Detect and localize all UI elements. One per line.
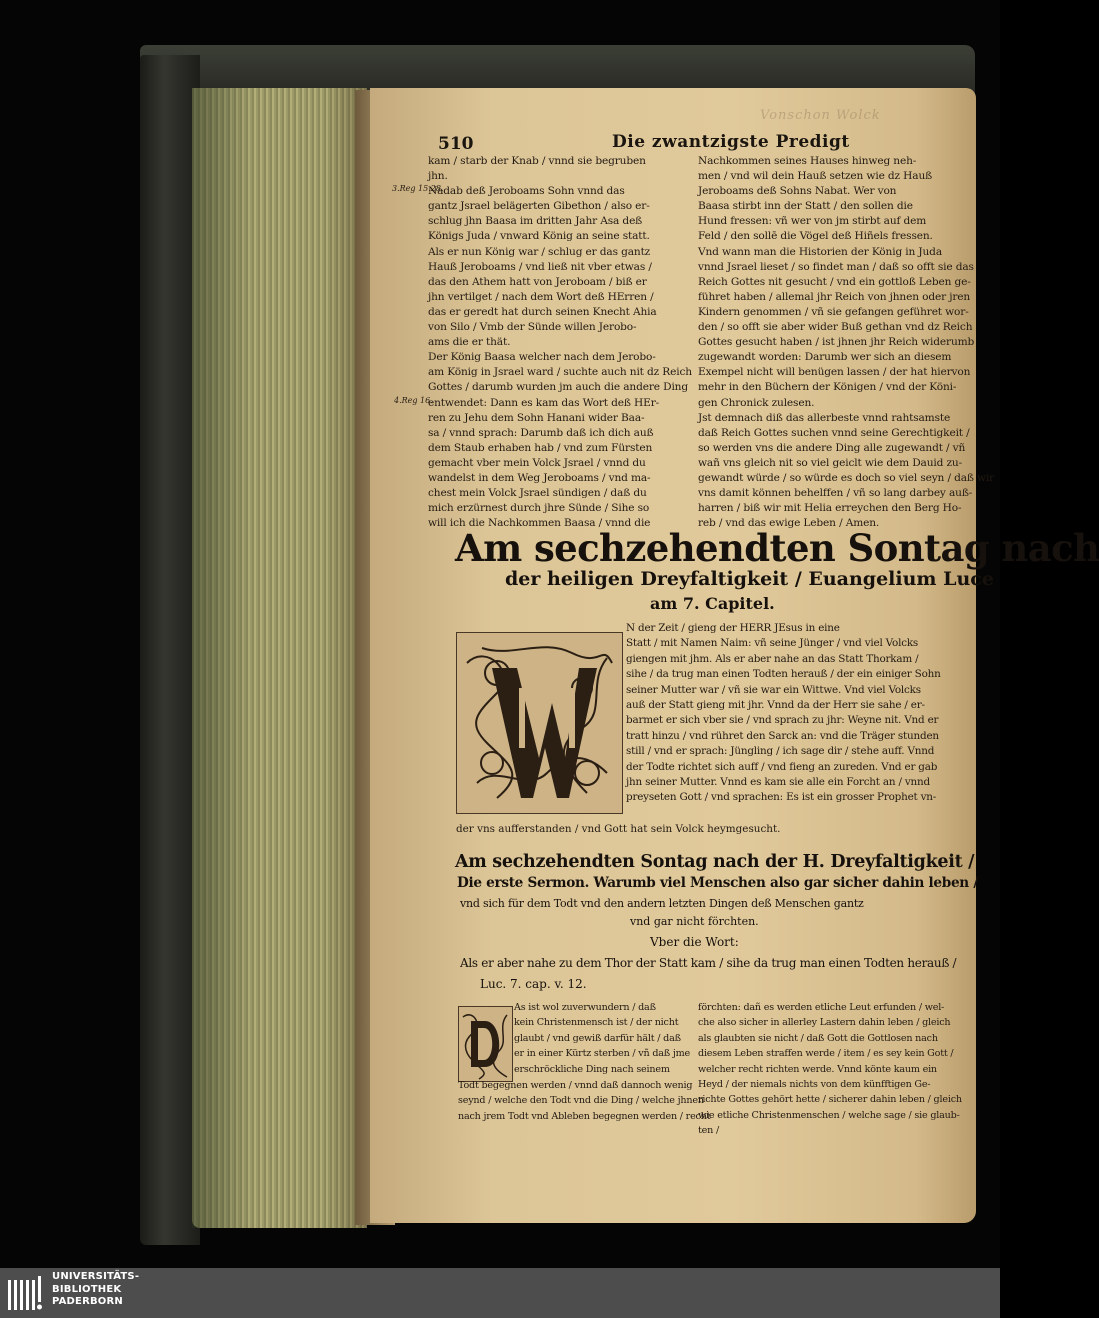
sermon-line: diesem Leben straffen werde / item / es sey kein Gott / [698,1048,954,1060]
ornamental-initial-d-icon [458,1006,513,1082]
sermon-line: welcher recht richten werde. Vnnd könte kaum ein [698,1063,937,1075]
gospel-line: auß der Statt gieng mit jhr. Vnnd da der Herr sie sahe / er- [626,699,925,712]
text-line: das den Athem hatt von Jeroboam / biß er [428,275,647,288]
section-subtitle: der heiligen Dreyfaltigkeit / Euangelium Luce [505,568,994,590]
text-line: führet haben / allemal jhr Reich von jhnen oder jren [698,290,971,303]
text-line: Reich Gottes nit gesucht / vnd ein gottloß Leben ge- [698,275,971,288]
sermon-line: Heyd / der niemals nichts von dem künfftigen Ge- [698,1079,931,1091]
text-line: men / vnd wil dein Hauß setzen wie dz Hauß [698,170,933,183]
gospel-line: barmet er sich vber sie / vnd sprach zu jhr: Weyne nit. Vnd er [626,714,939,727]
text-line: chest mein Volck Jsrael sündigen / daß du [428,487,647,500]
text-line: von Silo / Vmb der Sünde willen Jerobo- [428,321,637,334]
text-line: ren zu Jehu dem Sohn Hanani wider Baa- [428,411,645,424]
right-text-column [698,154,995,531]
gospel-tail-line: der vns aufferstanden / vnd Gott hat sein Volck heymgesucht. [456,823,781,835]
gospel-line: Statt / mit Namen Naim: vñ seine Jünger / vnd viel Volcks [626,637,919,650]
text-line: Hauß Jeroboams / vnd ließ nit vber etwas / [428,260,652,273]
margin-note-2: 4.Reg 16. [394,396,433,405]
bleed-through-text: Vonschon Wolck [760,108,881,123]
text-line: wañ vns gleich nit so viel geiclt wie dem Dauid zu- [698,456,962,469]
gospel-line: preyseten Gott / vnd sprachen: Es ist ein grosser Prophet vn- [626,791,937,804]
text-line: will ich die Nachkommen Baasa / vnnd die [428,517,651,530]
text-line: Jeroboams deß Sohns Nabat. Wer von [698,185,897,198]
page-number: 510 [438,134,474,154]
gospel-line: tratt hinzu / vnd rühret den Sarck an: vnd die Träger stunden [626,729,939,742]
gospel-text [626,621,946,806]
library-name [52,1271,139,1309]
text-line: Nachkommen seines Hauses hinweg neh- [698,155,917,167]
library-logo-icon [8,1276,46,1310]
sermon-text-intro: Vber die Wort: [650,935,739,949]
text-line: jhn. [428,170,448,183]
sermon-line: erschröckliche Ding nach seinem [514,1063,670,1075]
text-line: Gottes / darumb wurden jm auch die andere Ding [428,381,688,394]
text-line: gewandt würde / so würde es doch so viel seyn / daß wir [698,471,995,484]
section-title: Am sechzehendten Sontag nach [455,526,1099,570]
text-line: den / so offt sie aber wider Buß gethan vnd dz Reich [698,321,973,334]
library-footer [0,1268,1000,1318]
page-edges-shade [192,88,367,1228]
margin-note-1: 3.Reg 15.28. [392,184,444,193]
text-line: dem Staub erhaben hab / vnd zum Fürsten [428,441,653,454]
text-line: Jst demnach diß das allerbeste vnnd rahtsamste [698,411,951,424]
text-line: Baasa stirbt inn der Statt / den sollen die [698,200,913,213]
sermon-line: che also sicher in allerley Lastern dahin leben / gleich [698,1017,951,1029]
gospel-line: jhn seiner Mutter. Vnnd es kam sie alle ein Forcht an / vnnd [626,776,930,789]
text-line: gemacht vber mein Volck Jsrael / vnnd du [428,456,646,469]
text-line: wandelst in dem Weg Jeroboams / vnd ma- [428,471,651,484]
text-line: schlug jhn Baasa im dritten Jahr Asa deß [428,215,643,228]
text-line: Der König Baasa welcher nach dem Jerobo- [428,351,656,364]
text-line: Kindern genommen / vñ sie gefangen geführet wor- [698,305,969,318]
text-line: harren / biß wir mit Helia erreychen den Berg Ho- [698,502,962,515]
text-line: Hund fressen: vñ wer von jm stirbt auf dem [698,215,927,228]
text-line: mich erzürnest durch jhre Sünde / Sihe so [428,502,650,515]
text-line: so werden vns die andere Ding alle zugewandt / vñ [698,441,966,454]
text-line: jhn vertilget / nach dem Wort deß HErren / [428,290,654,303]
sermon-line: seynd / welche den Todt vnd die Ding / welche jhnen [458,1095,704,1107]
text-line: vnnd Jsrael lieset / so findet man / daß so offt sie das [698,260,974,273]
sermon-line: er in einer Kürtz sterben / vñ daß jme [514,1048,691,1060]
sermon-subheading-end: vnd gar nicht förchten. [630,915,759,928]
library-name-line1: UNIVERSITÄTS- [52,1271,140,1282]
sermon-reference: Luc. 7. cap. v. 12. [480,977,587,991]
text-line: Gottes gesucht haben / ist jhnen jhr Reich widerumb [698,336,975,349]
text-line: zugewandt worden: Darumb wer sich an diesem [698,351,952,364]
sermon-line: richte Gottes gehört hette / sicherer dahin leben / gleich [698,1094,962,1106]
text-line: Als er nun König war / schlug er das gantz [428,245,651,258]
gospel-line: seiner Mutter war / vñ sie war ein Wittwe. Vnd viel Volcks [626,683,921,696]
text-line: reb / vnd das ewige Leben / Amen. [698,517,880,530]
text-line: Königs Juda / vnward König an seine statt. [428,230,650,243]
left-text-column [428,154,694,531]
library-name-line3: PADERBORN [52,1296,123,1307]
text-line: gantz Jsrael belägerten Gibethon / also er- [428,200,650,213]
running-head: Die zwantzigste Predigt [612,132,850,152]
gospel-line: sihe / da trug man einen Todten herauß / der ein einiger Sohn [626,668,941,681]
sermon-line: als glaubten sie nicht / daß Gott die Gottlosen nach [698,1032,938,1044]
sermon-line: nach jrem Todt vnd Ableben begegnen werden / recht [458,1110,711,1122]
sermon-line: wie etliche Christenmenschen / welche sage / sie glaub- [698,1109,960,1121]
text-line: Feld / den sollē die Vögel deß Hiñels fressen. [698,230,933,243]
sermon-right-column [698,1000,962,1139]
gospel-line: still / vnd er sprach: Jüngling / ich sage dir / stehe auff. Vnnd [626,745,935,758]
text-line: mehr in den Büchern der Königen / vnd der Köni- [698,381,957,394]
gospel-line: giengen mit jhm. Als er aber nahe an das Statt Thorkam / [626,652,919,665]
text-line: kam / starb der Knab / vnnd sie begruben [428,155,646,167]
text-line: daß Reich Gottes suchen vnnd seine Gerechtigkeit / [698,426,970,439]
ornamental-initial-w-icon [456,632,623,814]
text-line: ams die er thät. [428,336,511,349]
text-line: Nadab deß Jeroboams Sohn vnnd das [428,185,625,198]
text-line: gen Chronick zulesen. [698,396,815,409]
sermon-line: förchten: dañ es werden etliche Leut erfunden / wel- [698,1002,945,1013]
sermon-line: As ist wol zuverwundern / daß [514,1002,656,1013]
section-chapter: am 7. Capitel. [650,594,775,613]
sermon-subheading: Die erste Sermon. Warumb viel Menschen also gar sicher dahin leben / [457,875,978,891]
sermon-line: ten / [698,1125,719,1137]
sermon-line: Todt begegnen werden / vnnd daß dannoch wenig [458,1080,693,1091]
sermon-heading: Am sechzehendten Sontag nach der H. Dreyfaltigkeit / [455,852,975,872]
text-line: vns damit können behelffen / vñ so lang darbey auß- [698,487,973,500]
sermon-left-column-lower [458,1078,711,1124]
gospel-line: der Todte richtet sich auff / vnd fieng an zureden. Vnd er gab [626,760,938,773]
text-line: das er geredt hat durch seinen Knecht Ahia [428,305,657,318]
book-spine [140,55,200,1245]
text-line: Exempel nicht will benügen lassen / der hat hiervon [698,366,971,379]
sermon-line: kein Christenmensch ist / der nicht [514,1017,679,1029]
text-line: entwendet: Dann es kam das Wort deß HEr- [428,396,660,409]
sermon-subheading-cont: vnd sich für dem Todt vnd den andern letzten Dingen deß Menschen gantz [460,897,864,910]
text-line: Vnd wann man die Historien der König in Juda [698,245,942,258]
text-line: am König in Jsrael ward / suchte auch nit dz Reich [428,366,692,379]
library-name-line2: BIBLIOTHEK [52,1283,122,1295]
sermon-left-column [514,1000,694,1077]
text-line: sa / vnnd sprach: Darumb daß ich dich auß [428,426,654,439]
sermon-line: glaubt / vnd gewiß darfür hält / daß [514,1032,681,1044]
sermon-quote: Als er aber nahe zu dem Thor der Statt kam / sihe da trug man einen Todten herauß / [460,956,957,970]
gospel-line: N der Zeit / gieng der HERR JEsus in eine [626,622,840,634]
